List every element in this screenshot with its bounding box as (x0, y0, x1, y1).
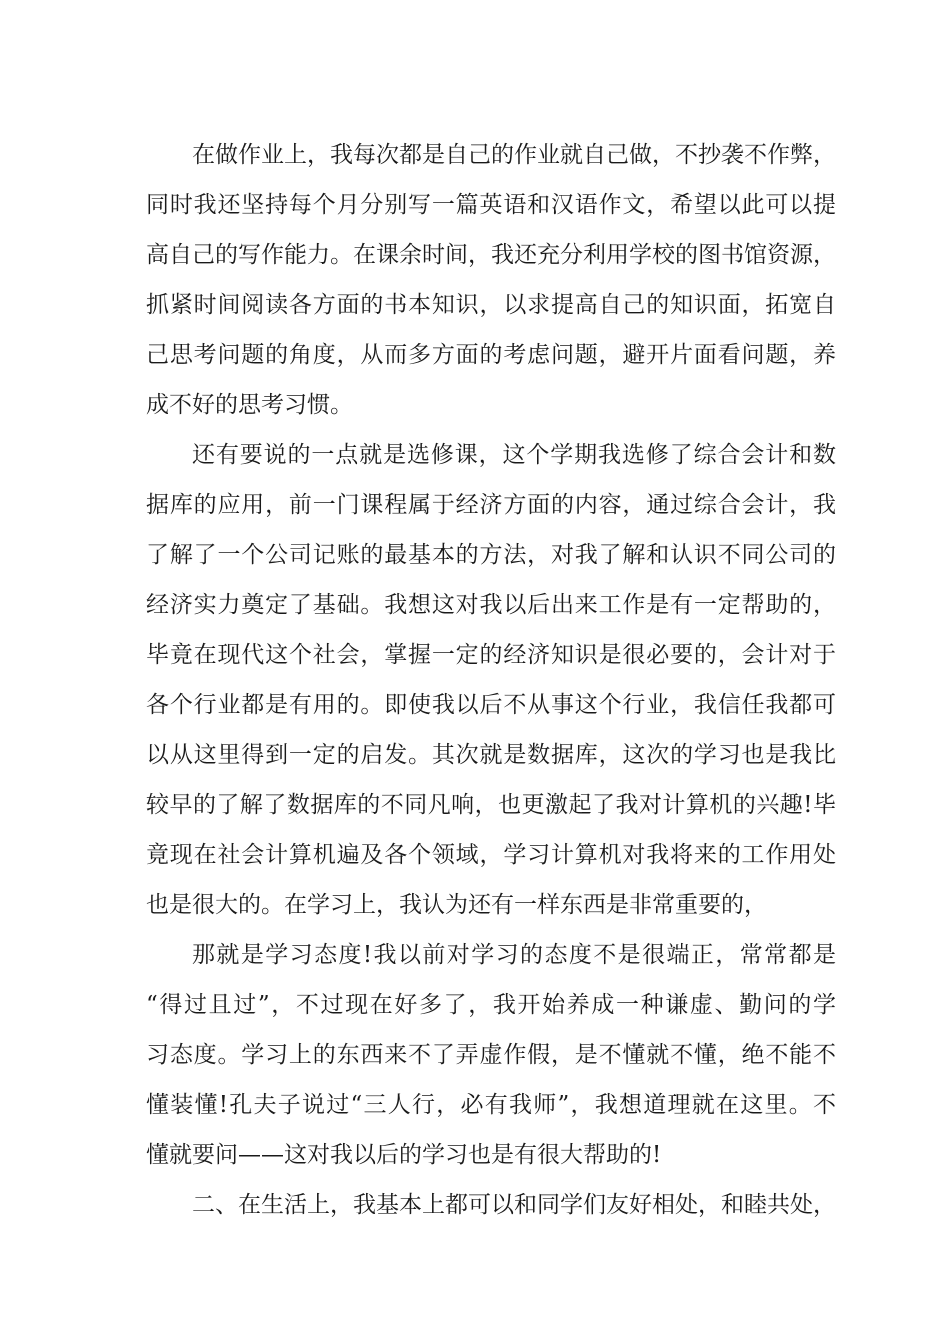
text-line: 较早的了解了数据库的不同凡响，也更激起了我对计算机的兴趣!毕 (146, 792, 836, 818)
text-line: 据库的应用，前一门课程属于经济方面的内容，通过综合会计，我 (146, 492, 836, 518)
text-line: “得过且过”，不过现在好多了，我开始养成一种谦虚、勤问的学 (146, 992, 836, 1018)
paragraph-electives (146, 430, 836, 930)
text-line: 抓紧时间阅读各方面的书本知识，以求提高自己的知识面，拓宽自 (146, 292, 836, 318)
text-line: 那就是学习态度!我以前对学习的态度不是很端正，常常都是 (192, 942, 836, 968)
paragraph-homework (146, 130, 836, 430)
paragraph-life (146, 1180, 836, 1230)
text-line: 在做作业上，我每次都是自己的作业就自己做，不抄袭不作弊， (192, 142, 836, 168)
text-line: 习态度。学习上的东西来不了弄虚作假，是不懂就不懂，绝不能不 (146, 1042, 836, 1068)
text-line: 竟现在社会计算机遍及各个领域，学习计算机对我将来的工作用处 (146, 842, 836, 868)
text-line: 二、在生活上，我基本上都可以和同学们友好相处，和睦共处， (192, 1192, 836, 1218)
document-body (146, 130, 836, 1230)
text-line: 毕竟在现代这个社会，掌握一定的经济知识是很必要的，会计对于 (146, 642, 836, 668)
text-line: 还有要说的一点就是选修课，这个学期我选修了综合会计和数 (192, 442, 836, 468)
text-line: 了解了一个公司记账的最基本的方法，对我了解和认识不同公司的 (146, 542, 836, 568)
text-line: 同时我还坚持每个月分别写一篇英语和汉语作文，希望以此可以提 (146, 192, 836, 218)
text-line: 高自己的写作能力。在课余时间，我还充分利用学校的图书馆资源， (146, 242, 836, 268)
paragraph-attitude (146, 930, 836, 1180)
text-line: 己思考问题的角度，从而多方面的考虑问题，避开片面看问题，养 (146, 342, 836, 368)
text-line: 经济实力奠定了基础。我想这对我以后出来工作是有一定帮助的， (146, 592, 836, 618)
text-line: 以从这里得到一定的启发。其次就是数据库，这次的学习也是我比 (146, 742, 836, 768)
text-line: 各个行业都是有用的。即使我以后不从事这个行业，我信任我都可 (146, 692, 836, 718)
text-line: 懂就要问——这对我以后的学习也是有很大帮助的! (146, 1142, 662, 1168)
text-line: 成不好的思考习惯。 (146, 392, 353, 418)
text-line: 懂装懂!孔夫子说过“三人行，必有我师”，我想道理就在这里。不 (146, 1092, 836, 1118)
text-line: 也是很大的。在学习上，我认为还有一样东西是非常重要的， (146, 892, 767, 918)
